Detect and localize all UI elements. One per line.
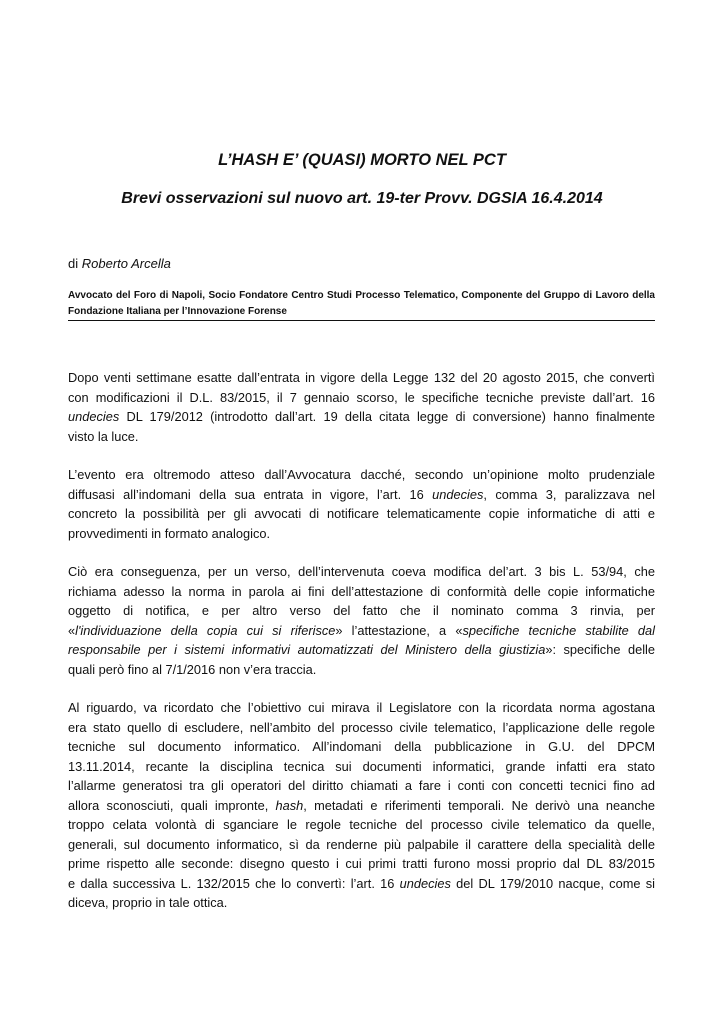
text-line	[68, 562, 655, 582]
text-line	[68, 427, 655, 447]
text-line	[68, 601, 655, 621]
text-segment: visto la luce.	[68, 428, 139, 444]
document-subtitle: Brevi osservazioni sul nuovo art. 19-ter Provv. DGSIA 16.4.2014	[121, 190, 603, 207]
text-segment: l’allarme generatosi tra gli operatori del diritto chiamati a fare i conti con concetti tecnici fino ad	[68, 778, 655, 793]
text-segment: quali però fino al 7/1/2016 non v’era traccia.	[68, 661, 317, 677]
header-divider	[68, 320, 655, 321]
text-segment: tecniche sul documento informatico. All’indomani della pubblicazione in G.U. del DPCM	[68, 739, 655, 754]
text-segment: DL 179/2012 (introdotto dall’art. 19 della citata legge di conversione) hanno finalmente	[119, 409, 655, 424]
text-segment: , metadati e riferimenti temporali. Ne derivò una neanche	[303, 797, 655, 813]
text-line	[68, 776, 655, 796]
article-body	[68, 368, 655, 932]
text-line	[68, 621, 655, 641]
text-segment: allora sconosciuti, quali impronte,	[68, 797, 276, 813]
author-prefix: di	[68, 256, 82, 271]
text-segment: concreto la possibilità per gli avvocati di notificare telematicamente copie informatiche di atti e	[68, 506, 655, 521]
text-segment: L’evento era oltremodo atteso dall’Avvocatura dacché, secondo un’opinione molto prudenziale	[68, 467, 655, 482]
text-line	[68, 660, 655, 680]
text-segment: era stato quello di escludere, nell’ambito del processo civile telematico, l’applicazione delle regole	[68, 719, 655, 735]
text-line	[68, 737, 655, 757]
document-title: L’HASH E’ (QUASI) MORTO NEL PCT	[218, 151, 506, 169]
text-line	[68, 407, 655, 427]
text-segment: troppo celata volontà di sganciare le regole tecniche del processo civile telematico da quelle,	[68, 817, 655, 832]
italic-text: responsabile per i sistemi informativi automatizzati del Ministero della giustizia	[68, 642, 546, 657]
text-segment: con modificazioni il D.L. 83/2015, il 7 gennaio scorso, le specifiche tecniche previste dall’art. 16	[68, 389, 655, 405]
text-segment: richiama adesso la norma in parola ai fini dell’attestazione di conformità delle copie informatiche	[68, 583, 655, 599]
text-line	[68, 388, 655, 408]
text-line	[68, 524, 655, 544]
text-line	[68, 368, 655, 388]
text-segment: oggetto di notifica, e per altro verso del fatto che il nominato comma 3 rinvia, per	[68, 603, 655, 618]
text-line	[68, 854, 655, 874]
text-segment: «	[68, 622, 76, 638]
text-line	[68, 582, 655, 602]
paragraph	[68, 465, 655, 543]
italic-text: undecies	[68, 409, 120, 424]
text-segment: provvedimenti in formato analogico.	[68, 525, 271, 541]
text-line	[68, 815, 655, 835]
italic-text: specifiche tecniche stabilite dal	[462, 622, 655, 638]
text-segment: del DL 179/2010 nacque, come si	[450, 875, 655, 891]
paragraph	[68, 698, 655, 913]
text-line	[68, 698, 655, 718]
text-segment: diffusasi all’indomani della sua entrata in vigore, l’art. 16	[68, 486, 433, 502]
text-line	[68, 640, 655, 660]
text-segment: diceva, proprio in tale ottica.	[68, 895, 228, 910]
text-segment: Ciò era conseguenza, per un verso, dell’intervenuta coeva modifica del’art. 3 bis L. 53/94, che	[68, 564, 655, 579]
affiliation-line: Fondazione Italiana per l’Innovazione Forense	[68, 306, 287, 317]
text-line	[68, 485, 655, 505]
italic-text: hash	[275, 797, 304, 813]
text-line	[68, 874, 655, 894]
text-line	[68, 718, 655, 738]
text-line	[68, 796, 655, 816]
text-segment: Al riguardo, va ricordato che l’obiettivo cui mirava il Legislatore con la ricordata norma agostana	[68, 700, 655, 715]
author-line	[68, 256, 171, 271]
text-line	[68, 757, 655, 777]
author-name: Roberto Arcella	[81, 256, 171, 271]
text-line	[68, 835, 655, 855]
paragraph	[68, 562, 655, 679]
affiliation-line: Avvocato del Foro di Napoli, Socio Fondatore Centro Studi Processo Telematico, Componente del Gruppo di Lavoro della	[68, 290, 655, 301]
text-segment: »: specifiche delle	[545, 642, 655, 657]
text-segment: 13.11.2014, recante la disciplina tecnica sui documenti informatici, grande infatti era stato	[68, 758, 655, 774]
text-segment: prime rispetto alle seconde: disegno questo i cui primi tratti furono mossi proprio dal DL 83/2015	[68, 856, 655, 871]
text-segment: » l’attestazione, a «	[335, 622, 463, 638]
text-line	[68, 504, 655, 524]
author-affiliation	[68, 288, 655, 320]
italic-text: l'individuazione della copia cui si riferisce	[75, 622, 336, 638]
text-line	[68, 465, 655, 485]
text-segment: , comma 3, paralizzava nel	[483, 486, 655, 502]
paragraph	[68, 368, 655, 446]
text-line	[68, 893, 655, 913]
text-segment: generali, sul documento informatico, sì da renderne più palpabile il carattere della specialità delle	[68, 836, 655, 852]
text-segment: e dalla successiva L. 132/2015 che lo convertì: l’art. 16	[68, 875, 400, 891]
text-segment: Dopo venti settimane esatte dall’entrata in vigore della Legge 132 del 20 agosto 2015, che convertì	[68, 370, 655, 385]
italic-text: undecies	[399, 875, 451, 891]
italic-text: undecies	[432, 486, 484, 502]
